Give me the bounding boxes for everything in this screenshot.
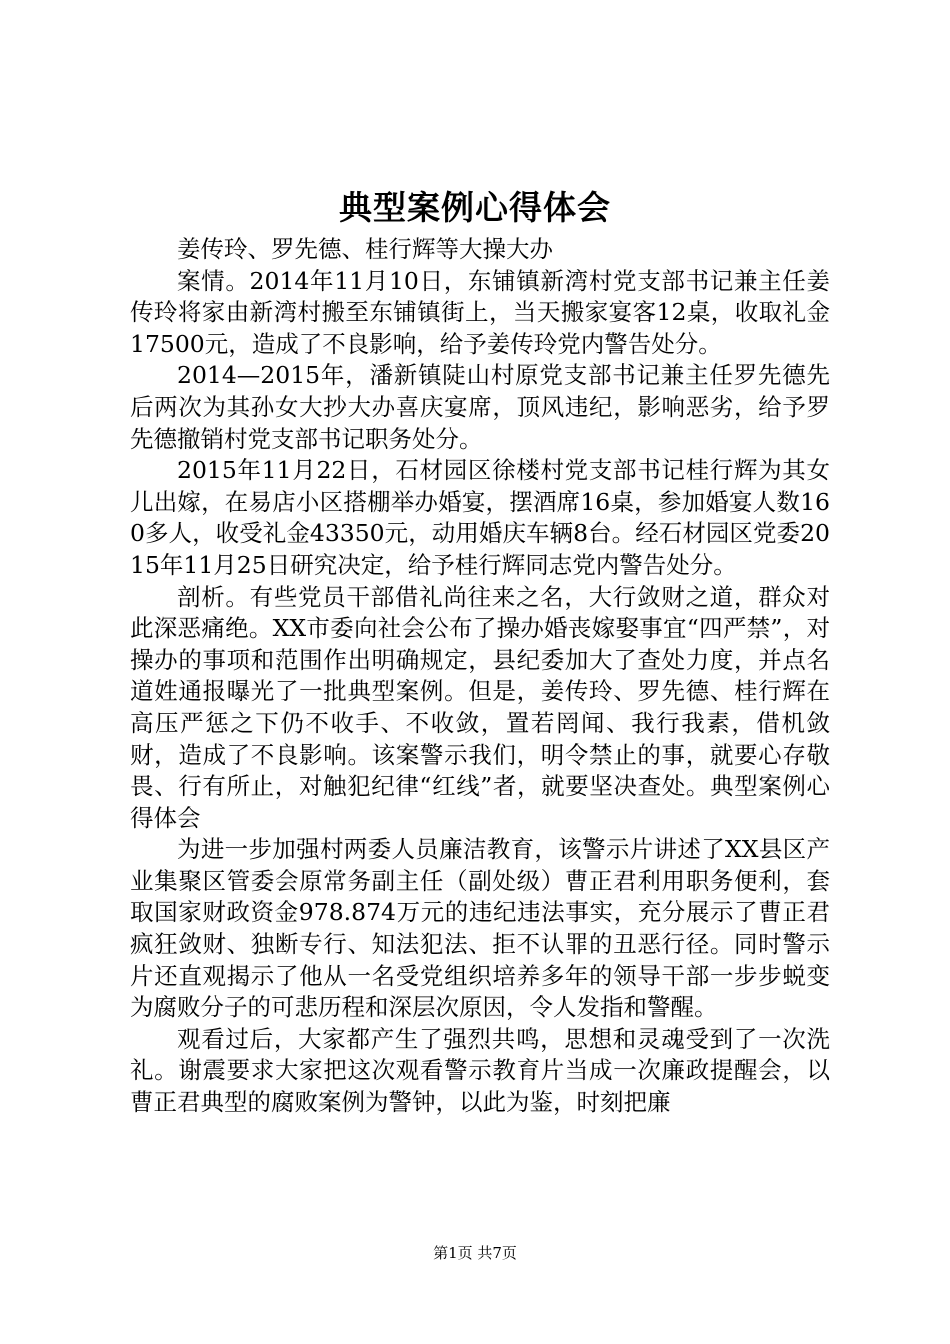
page-footer: 第1页 共7页 bbox=[433, 1244, 517, 1262]
document-body bbox=[130, 234, 830, 1119]
paragraph-case-jiang: 案情。2014年11月10日，东铺镇新湾村党支部书记兼主任姜传玲将家由新湾村搬至东铺镇街上，当天搬家宴客12桌，收取礼金17500元，造成了不良影响，给予姜传玲党内警告处分。 bbox=[130, 266, 830, 358]
paragraph-case-gui: 2015年11月22日，石材园区徐楼村党支部书记桂行辉为其女儿出嫁，在易店小区搭棚举办婚宴，摆酒席16桌，参加婚宴人数160多人，收受礼金43350元，动用婚庆车辆8台。经石材园区党委2015年11月25日研究决定，给予桂行辉同志党内警告处分。 bbox=[130, 456, 830, 579]
paragraph-subtitle: 姜传玲、罗先德、桂行辉等大操大办 bbox=[177, 235, 553, 263]
paragraph-warning-film: 为进一步加强村两委人员廉洁教育，该警示片讲述了XX县区产业集聚区管委会原常务副主任（副处级）曹正君利用职务便利，套取国家财政资金978.874万元的违纪违法事实，充分展示了曹正君疯狂敛财、独断专行、知法犯法、拒不认罪的丑恶行径。同时警示片还直观揭示了他从一名受党组织培养多年的领导干部一步步蜕变为腐败分子的可悲历程和深层次原因，令人发指和警醒。 bbox=[130, 835, 830, 1022]
document-title: 典型案例心得体会 bbox=[339, 188, 611, 227]
paragraph-reflection: 观看过后，大家都产生了强烈共鸣，思想和灵魂受到了一次洗礼。谢震要求大家把这次观看警示教育片当成一次廉政提醒会，以曹正君典型的腐败案例为警钟，以此为鉴，时刻把廉 bbox=[130, 1024, 830, 1117]
paragraph-analysis: 剖析。有些党员干部借礼尚往来之名，大行敛财之道，群众对此深恶痛绝。XX市委向社会公布了操办婚丧嫁娶事宜“四严禁”，对操办的事项和范围作出明确规定，县纪委加大了查处力度，并点名道姓通报曝光了一批典型案例。但是，姜传玲、罗先德、桂行辉在高压严惩之下仍不收手、不收敛，置若罔闻、我行我素，借机敛财，造成了不良影响。该案警示我们，明令禁止的事，就要心存敬畏、行有所止，对触犯纪律“红线”者，就要坚决查处。典型案例心得体会 bbox=[130, 582, 830, 832]
paragraph-case-luo: 2014—2015年，潘新镇陡山村原党支部书记兼主任罗先德先后两次为其孙女大抄大办喜庆宴席，顶风违纪，影响恶劣，给予罗先德撤销村党支部书记职务处分。 bbox=[130, 361, 830, 453]
